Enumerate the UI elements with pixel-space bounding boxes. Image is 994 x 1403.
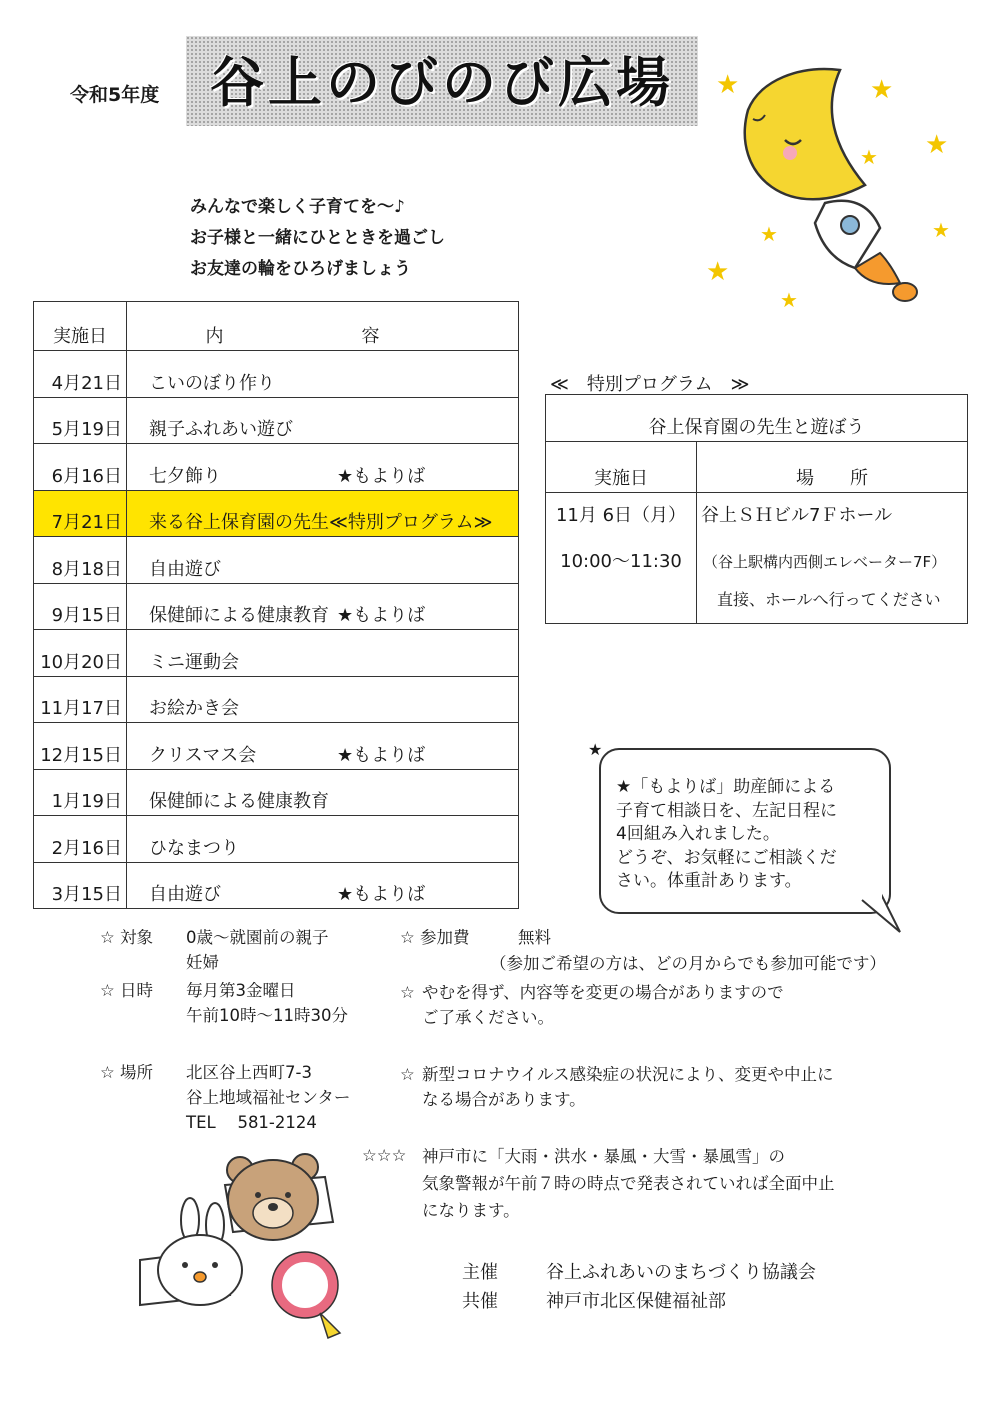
row-content xyxy=(127,444,519,491)
table-row xyxy=(34,444,519,491)
row-date: 6月16日 xyxy=(34,444,127,491)
place-line: 谷上地域福祉センター xyxy=(186,1088,351,1107)
bear-icon xyxy=(225,1154,333,1240)
row-content-label: ミニ運動会 xyxy=(149,651,239,673)
table-row xyxy=(34,723,519,770)
row-date: 1月19日 xyxy=(34,769,127,816)
row-content xyxy=(127,490,519,537)
datetime-label: ☆ 日時 xyxy=(100,981,154,1000)
notice-line: どうぞ、お気軽にご相談くだ xyxy=(616,847,837,868)
special-place-note: （谷上駅構内西側エレベーター7F） xyxy=(703,553,947,571)
moyoriba-mark: ★もよりば xyxy=(337,605,426,626)
covid-notice xyxy=(422,1062,834,1112)
weather-label: ☆☆☆ xyxy=(362,1146,407,1165)
table-row xyxy=(34,816,519,863)
intro-line: みんなで楽しく子育てを～♪ xyxy=(190,197,405,217)
special-place-cell xyxy=(697,493,968,624)
cosponsor-label: 共催 xyxy=(462,1291,498,1312)
target-line: 妊婦 xyxy=(186,953,219,972)
row-date: 7月21日 xyxy=(34,490,127,537)
row-content xyxy=(127,630,519,677)
weather-line: になります。 xyxy=(422,1201,520,1220)
change-line: ご了承ください。 xyxy=(422,1008,554,1027)
organizer: 谷上ふれあいのまちづくり協議会 xyxy=(546,1262,816,1283)
place-label: ☆ 場所 xyxy=(100,1063,154,1082)
fiscal-year: 令和5年度 xyxy=(70,84,160,106)
page-title: 谷上のびのび広場 xyxy=(210,51,674,114)
star-icon: ★ xyxy=(860,145,878,169)
row-content xyxy=(127,351,519,398)
row-content-label: こいのぼり作り xyxy=(149,372,275,394)
row-content-label: 来る谷上保育園の先生≪特別プログラム≫ xyxy=(149,512,493,533)
star-icon: ★ xyxy=(716,70,740,100)
table-row xyxy=(34,769,519,816)
row-date: 5月19日 xyxy=(34,397,127,444)
star-icon: ★ xyxy=(760,222,778,246)
row-date: 9月15日 xyxy=(34,583,127,630)
row-content xyxy=(127,816,519,863)
table-row-highlighted xyxy=(34,490,519,537)
table-row xyxy=(34,397,519,444)
schedule-table xyxy=(33,301,519,909)
change-notice xyxy=(422,980,784,1030)
special-date-cell xyxy=(546,493,697,624)
target-line: 0歳～就園前の親子 xyxy=(186,928,329,947)
notice-line: 子育て相談日を、左記日程に xyxy=(616,800,837,821)
row-content xyxy=(127,723,519,770)
fee-label: ☆ 参加費 xyxy=(400,928,470,947)
table-row xyxy=(34,676,519,723)
row-content xyxy=(127,397,519,444)
date-column-header: 実施日 xyxy=(34,302,127,351)
weather-line: 神戸市に「大雨・洪水・暴風・大雪・暴風雪」の xyxy=(422,1147,785,1166)
notice-line: ★「もよりば」助産師による xyxy=(616,777,836,797)
moyoriba-mark: ★もよりば xyxy=(337,744,426,766)
special-program-title: 谷上保育園の先生と遊ぼう xyxy=(546,395,968,442)
row-date: 10月20日 xyxy=(34,630,127,677)
weather-notice xyxy=(422,1143,835,1224)
star-icon: ★ xyxy=(588,740,603,759)
row-content-label: 保健師による健康教育 xyxy=(149,605,329,626)
row-date: 2月16日 xyxy=(34,816,127,863)
fee-value: 無料 xyxy=(518,928,551,947)
target-value xyxy=(186,925,329,975)
table-header-row xyxy=(34,302,519,351)
special-time: 10:00～11:30 xyxy=(560,551,682,572)
rabbit-icon xyxy=(140,1198,242,1305)
covid-line: なる場合があります。 xyxy=(422,1090,586,1109)
row-content-label: 自由遊び xyxy=(149,884,221,905)
place-value xyxy=(186,1060,350,1135)
row-content-label: 親子ふれあい遊び xyxy=(149,419,293,440)
star-icon: ★ xyxy=(925,130,949,160)
table-row xyxy=(34,537,519,584)
row-date: 3月15日 xyxy=(34,862,127,909)
notice-line: 4回組み入れました。 xyxy=(616,824,780,844)
special-direction: 直接、ホールへ行ってください xyxy=(717,590,941,609)
table-row xyxy=(34,583,519,630)
table-row xyxy=(34,351,519,398)
datetime-value xyxy=(186,978,348,1028)
row-content xyxy=(127,676,519,723)
star-icon: ★ xyxy=(870,75,894,105)
row-content-label: クリスマス会 xyxy=(149,744,257,766)
star-icon: ★ xyxy=(780,288,798,312)
content-header-label: 内 容 xyxy=(205,326,440,347)
row-content-label: お絵かき会 xyxy=(149,698,239,719)
row-content-label: 保健師による健康教育 xyxy=(149,791,329,812)
cosponsor: 神戸市北区保健福祉部 xyxy=(546,1291,726,1312)
row-content-label: 七夕飾り xyxy=(149,465,221,487)
special-program-table xyxy=(545,394,968,624)
target-label: ☆ 対象 xyxy=(100,928,154,947)
fee-note: （参加ご希望の方は、どの月からでも参加可能です） xyxy=(490,954,886,973)
special-place: 谷上ＳＨビル7Ｆホール xyxy=(701,505,893,526)
datetime-line: 午前10時～11時30分 xyxy=(186,1006,348,1025)
covid-line: 新型コロナウイルス感染症の状況により、変更や中止に xyxy=(422,1065,834,1084)
row-date: 8月18日 xyxy=(34,537,127,584)
special-place-header: 場 所 xyxy=(697,442,968,493)
bear-rabbit-illustration xyxy=(130,1145,360,1345)
row-content-label: ひなまつり xyxy=(149,837,239,859)
row-content xyxy=(127,537,519,584)
moyoriba-mark: ★もよりば xyxy=(337,884,426,905)
row-content xyxy=(127,769,519,816)
special-date: 11月 6日（月） xyxy=(555,505,687,526)
star-icon: ★ xyxy=(932,218,950,242)
row-date: 12月15日 xyxy=(34,723,127,770)
place-line: TEL 581-2124 xyxy=(186,1113,317,1132)
table-row xyxy=(34,630,519,677)
weather-line: 気象警報が午前７時の時点で発表されていれば全面中止 xyxy=(422,1174,835,1193)
rattle-icon xyxy=(272,1252,340,1338)
organizer-label: 主催 xyxy=(462,1262,498,1283)
content-column-header xyxy=(127,302,519,351)
notice-line: さい。体重計あります。 xyxy=(616,871,802,891)
row-date: 4月21日 xyxy=(34,351,127,398)
row-content-label: 自由遊び xyxy=(149,558,221,580)
covid-label: ☆ xyxy=(400,1065,415,1084)
rocket-icon xyxy=(815,201,917,301)
moyoriba-mark: ★もよりば xyxy=(337,465,426,487)
intro-line: お子様と一緒にひとときを過ごし xyxy=(190,228,445,248)
special-date-header: 実施日 xyxy=(546,442,697,493)
row-content xyxy=(127,862,519,909)
datetime-line: 毎月第3金曜日 xyxy=(186,981,296,1000)
moyoriba-notice-text xyxy=(616,776,884,894)
intro-line: お友達の輪をひろげましょう xyxy=(190,259,411,279)
row-date: 11月17日 xyxy=(34,676,127,723)
row-content xyxy=(127,583,519,630)
table-row xyxy=(34,862,519,909)
star-icon: ★ xyxy=(706,257,730,287)
place-line: 北区谷上西町7-3 xyxy=(186,1063,312,1082)
change-label: ☆ xyxy=(400,983,415,1002)
change-line: やむを得ず、内容等を変更の場合がありますので xyxy=(422,983,784,1002)
intro-text xyxy=(190,192,445,285)
special-program-label: ≪ 特別プログラム ≫ xyxy=(550,374,750,395)
bubble-tail xyxy=(860,890,910,940)
